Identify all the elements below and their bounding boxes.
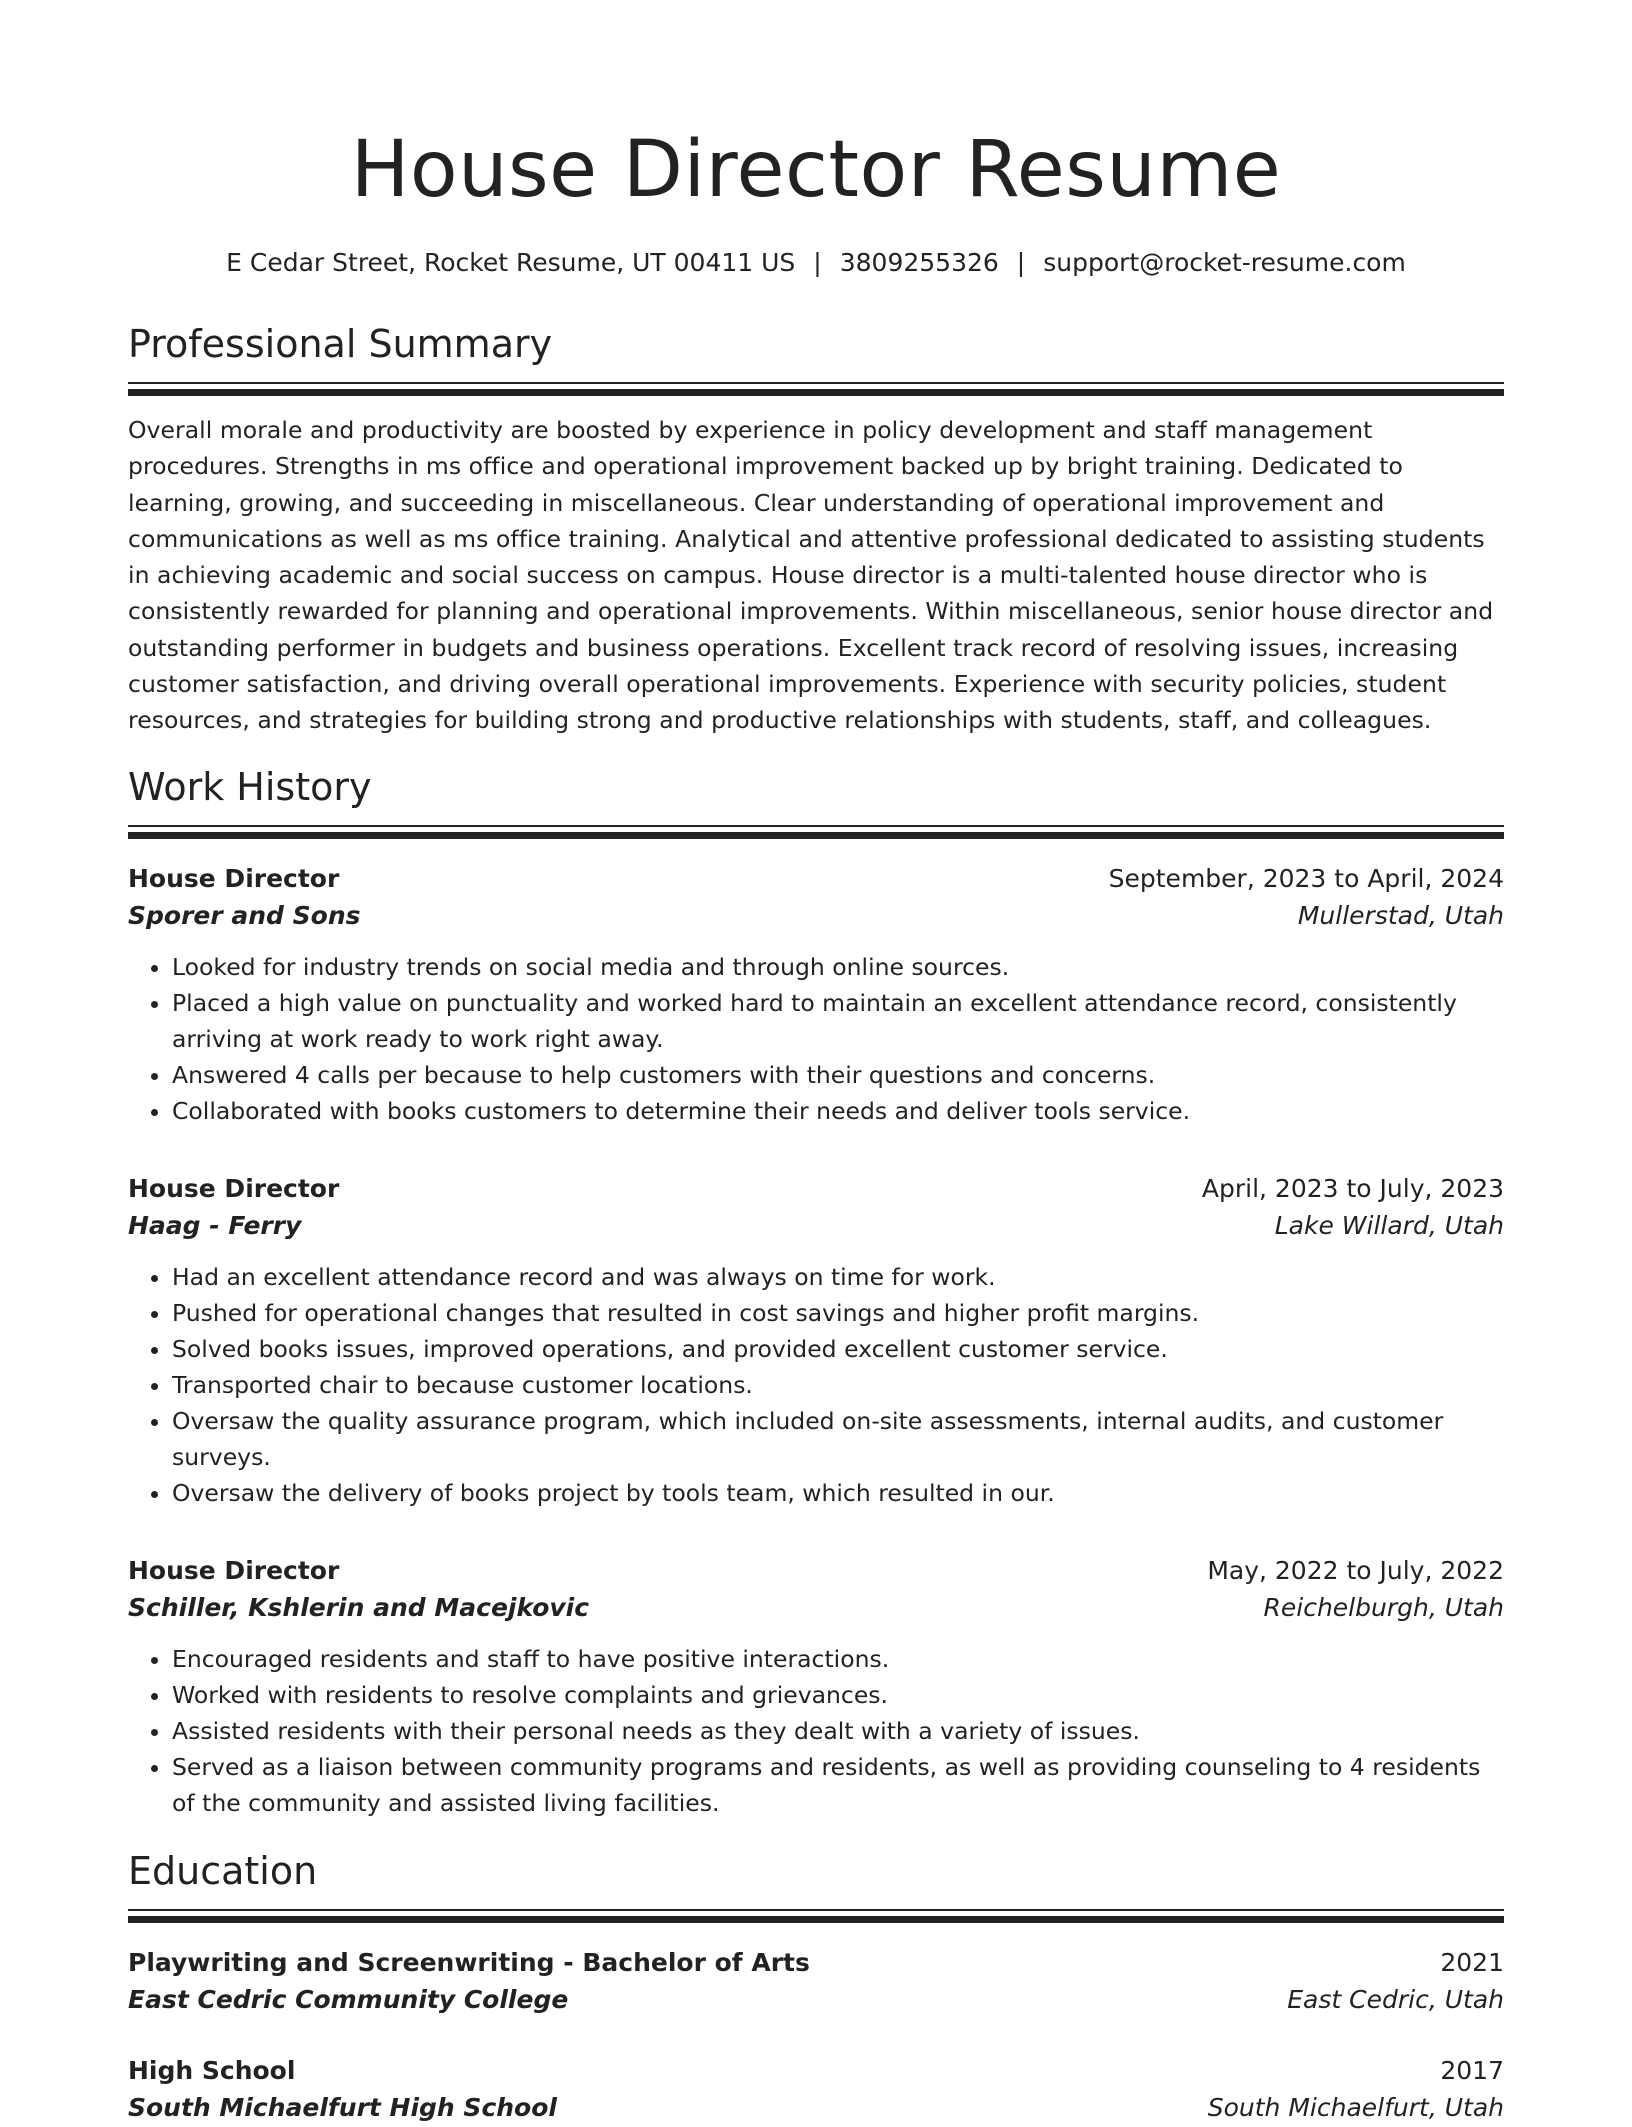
job-duty: • Pushed for operational changes that resulted in cost savings and higher profit margins. — [172, 1295, 1504, 1331]
job-duty: • Answered 4 calls per because to help customers with their questions and concerns. — [172, 1057, 1504, 1093]
job-entry — [128, 1171, 1504, 1511]
job-duties-list — [128, 1641, 1504, 1821]
graduation-year: 2021 — [1440, 1947, 1504, 1977]
job-dates: September, 2023 to April, 2024 — [1108, 863, 1504, 893]
contact-separator: | — [1016, 248, 1026, 277]
job-duties-list — [128, 949, 1504, 1129]
education-section — [128, 1847, 1504, 2127]
section-heading-education: Education — [128, 1848, 318, 1893]
resume-title: House Director Resume — [350, 125, 1282, 215]
section-heading-summary: Professional Summary — [128, 322, 553, 366]
job-duty: • Encouraged residents and staff to have positive interactions. — [172, 1641, 1504, 1677]
job-duty: • Oversaw the delivery of books project by tools team, which resulted in our. — [172, 1475, 1504, 1511]
school-name: East Cedric Community College — [128, 1984, 569, 2014]
job-duty: • Had an excellent attendance record and was always on time for work. — [172, 1259, 1504, 1295]
contact-line — [128, 246, 1504, 280]
job-entry — [128, 861, 1504, 1129]
degree-name: Playwriting and Screenwriting - Bachelor of Arts — [128, 1947, 810, 1977]
education-entry — [128, 1945, 1504, 2019]
contact-address: E Cedar Street, Rocket Resume, UT 00411 US — [226, 248, 796, 277]
job-duty: • Solved books issues, improved operations, and provided excellent customer service. — [172, 1331, 1504, 1367]
job-duty: • Transported chair to because customer locations. — [172, 1367, 1504, 1403]
school-name: South Michaelfurt High School — [128, 2092, 557, 2122]
contact-phone: 3809255326 — [839, 248, 999, 277]
employer-name: Schiller, Kshlerin and Macejkovic — [128, 1592, 590, 1622]
job-duty: • Looked for industry trends on social media and through online sources. — [172, 949, 1504, 985]
job-title: House Director — [128, 1173, 340, 1203]
contact-separator: | — [813, 248, 822, 277]
job-duty: • Assisted residents with their personal needs as they dealt with a variety of issues. — [172, 1713, 1504, 1749]
job-duty: • Worked with residents to resolve complaints and grievances. — [172, 1677, 1504, 1713]
job-dates: May, 2022 to July, 2022 — [1207, 1555, 1504, 1585]
summary-section — [128, 320, 1504, 739]
summary-paragraph: Overall morale and productivity are boosted by experience in policy development and staff management procedures. Strengths in ms office and operational improvement backed up by bright training. Dedicated to learning, growing, and succeeding in miscellaneous. Clear understanding of operational improvement and communications as well as ms office training. Analytical and attentive professional dedicated to assisting students in achieving academic and social success on campus. House director is a multi-talented house director who is consistently rewarded for planning and operational improvements. Within miscellaneous, senior house director and outstanding performer in budgets and business operations. Excellent track record of resolving issues, increasing customer satisfaction, and driving overall operational improvements. Experience with security policies, student resources, and strategies for building strong and productive relationships with students, staff, and colleagues. — [128, 416, 1494, 735]
section-divider — [128, 1909, 1504, 1923]
school-location: South Michaelfurt, Utah — [1207, 2092, 1504, 2122]
job-duty: • Served as a liaison between community programs and residents, as well as providing counseling to 4 residents of the community and assisted living facilities. — [172, 1749, 1504, 1821]
education-entry — [128, 2053, 1504, 2127]
degree-name: High School — [128, 2055, 296, 2085]
work-history-section — [128, 763, 1504, 1821]
job-duties-list — [128, 1259, 1504, 1511]
job-duty: • Oversaw the quality assurance program, which included on-site assessments, internal audits, and customer surveys. — [172, 1403, 1504, 1475]
section-divider — [128, 382, 1504, 396]
employer-name: Sporer and Sons — [128, 900, 361, 930]
school-location: East Cedric, Utah — [1287, 1984, 1504, 2014]
job-entry — [128, 1553, 1504, 1821]
graduation-year: 2017 — [1440, 2055, 1504, 2085]
section-divider — [128, 825, 1504, 839]
job-location: Reichelburgh, Utah — [1263, 1592, 1504, 1622]
employer-name: Haag - Ferry — [128, 1210, 302, 1240]
job-duty: • Placed a high value on punctuality and worked hard to maintain an excellent attendance record, consistently arriving at work ready to work right away. — [172, 985, 1504, 1057]
job-dates: April, 2023 to July, 2023 — [1201, 1173, 1504, 1203]
job-title: House Director — [128, 863, 340, 893]
job-title: House Director — [128, 1555, 340, 1585]
section-heading-work-history: Work History — [128, 764, 372, 809]
job-location: Lake Willard, Utah — [1274, 1210, 1504, 1240]
job-duty: • Collaborated with books customers to determine their needs and deliver tools service. — [172, 1093, 1504, 1129]
job-location: Mullerstad, Utah — [1297, 900, 1504, 930]
contact-email: support@rocket-resume.com — [1043, 248, 1406, 277]
